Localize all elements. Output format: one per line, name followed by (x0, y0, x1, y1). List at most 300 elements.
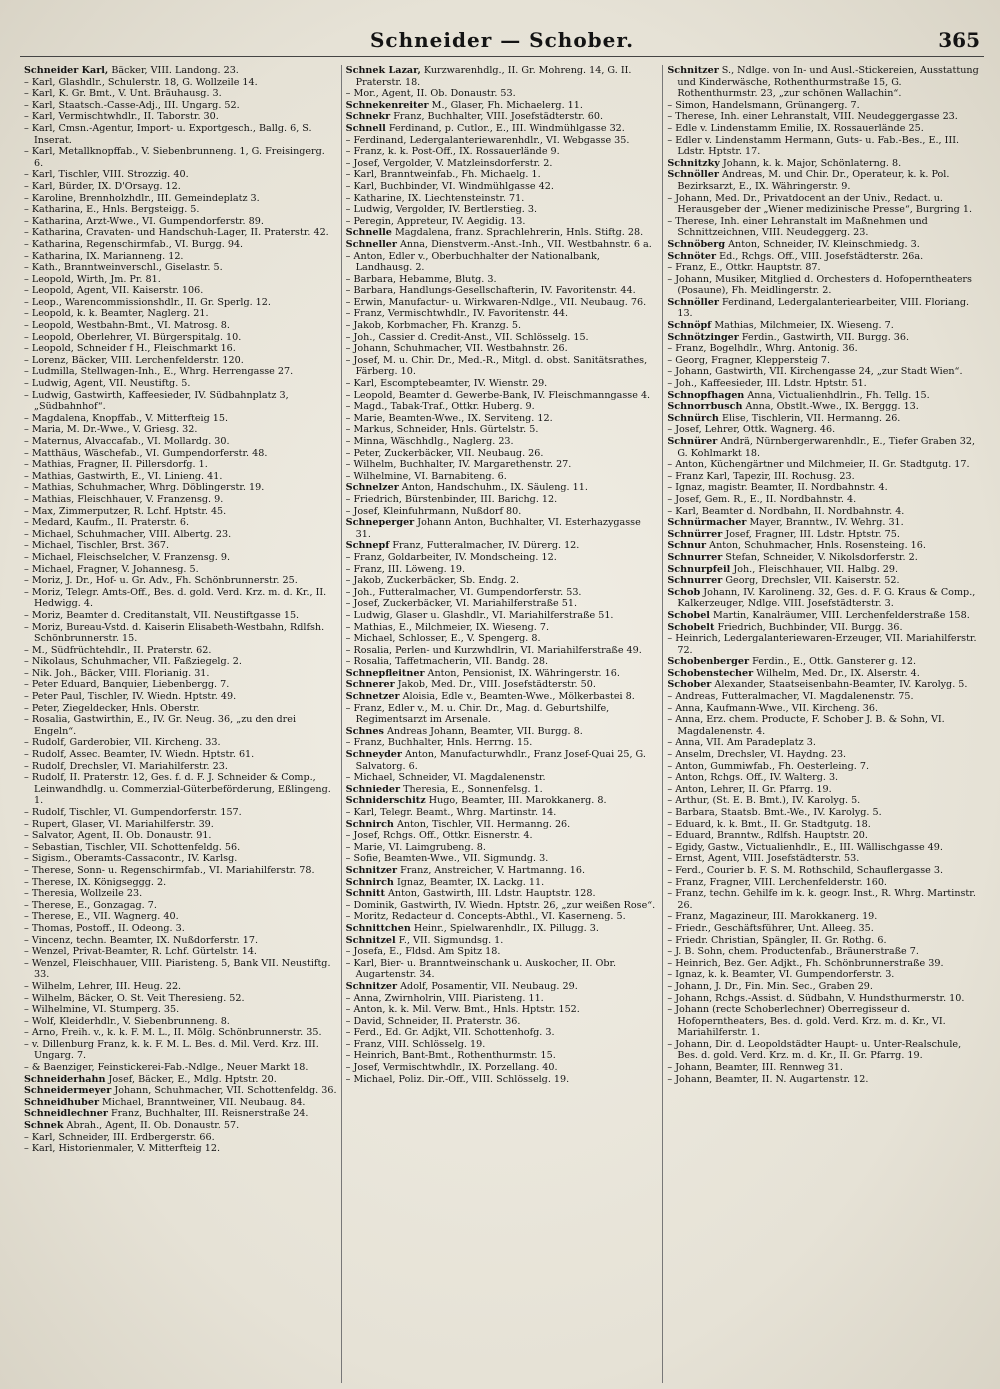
entry-surname: Schnötzinger (667, 331, 739, 343)
entry-surname: Schnekr (345, 111, 391, 123)
directory-entry (667, 993, 980, 1005)
directory-entry (667, 830, 980, 842)
entry-details: – M., Südfrüchtehdlr., II. Praterstr. 62. (24, 644, 212, 656)
entry-surname: Schnittchen (345, 922, 411, 934)
entry-details: – Karl, Staatsch.-Casse-Adj., III. Ungarg. 52. (24, 99, 240, 111)
entry-details: – Therese, E., Gonzagag. 7. (24, 899, 157, 911)
directory-entry (24, 239, 337, 251)
entry-details: Abrah., Agent, II. Ob. Donaustr. 57. (63, 1120, 240, 1132)
directory-entry (24, 506, 337, 518)
entry-details: – Anna, Kaufmann-Wwe., VII. Kircheng. 36. (667, 702, 879, 714)
directory-entry (24, 911, 337, 923)
entry-details: – Maternus, Alvaccafab., VI. Mollardg. 30. (24, 436, 230, 447)
entry-surname: Schneidermeyer (24, 1085, 112, 1097)
entry-details: – Therese, Sonn- u. Regenschirmfab., VI. Mariahilferstr. 78. (24, 864, 315, 876)
entry-surname: Schnepfleitner (345, 667, 425, 679)
entry-details: Martin, Kanalräumer, VIII. Lerchenfelderstraße 158. (709, 609, 970, 621)
directory-entry (24, 297, 337, 309)
directory-entry (667, 169, 980, 192)
entry-surname: Schnurrer (667, 551, 723, 563)
directory-entry (667, 1074, 980, 1086)
entry-details: – Marie, VI. Laimgrubeng. 8. (345, 841, 486, 853)
directory-entry (24, 1097, 337, 1109)
entry-details: – Egidy, Gastw., Victualienhdlr., E., III. Wällischgasse 49. (667, 841, 943, 853)
entry-details: – Karl, Historienmaler, V. Mitterfteig 12. (24, 1143, 220, 1155)
directory-entry (667, 610, 980, 622)
directory-entry (346, 1050, 659, 1062)
directory-entry (346, 436, 659, 448)
directory-entry (346, 123, 659, 135)
directory-entry (667, 135, 980, 158)
entry-details: – Erwin, Manufactur- u. Wirkwaren-Ndlge., VII. Neubaug. 76. (345, 296, 647, 308)
directory-entry (346, 726, 659, 738)
entry-details: – Franz, Magazineur, III. Marokkanerg. 19. (667, 911, 878, 923)
entry-surname: Schnur (667, 540, 707, 552)
directory-columns (20, 65, 984, 1383)
directory-entry (667, 888, 980, 911)
entry-details: – Franz, Edler v., M. u. Chir. Dr., Mag. d. Geburtshilfe, Regimentsarzt im Arsenale. (345, 702, 610, 726)
entry-details: – Georg, Fragner, Kleppersteig 7. (667, 354, 831, 366)
directory-entry (346, 274, 659, 286)
entry-details: – Anton, Edler v., Oberbuchhalter der Nationalbank, Landhausg. 2. (345, 250, 600, 274)
entry-details: – Franz, III. Löweng. 19. (345, 563, 465, 575)
entry-details: Andreas, M. und Chir. Dr., Operateur, k. k. Pol. Bezirksarzt, E., IX. Währingerstr. 9. (677, 169, 950, 192)
directory-entry (667, 506, 980, 518)
entry-details: Ed., Rchgs. Off., VIII. Josefstädterstr. 26a. (716, 250, 924, 262)
entry-details: – J. B. Sohn, chem. Productenfab., Bräunerstraße 7. (667, 946, 919, 958)
entry-details: – Wenzel, Fleischhauer, VIII. Piaristeng. 5, Bank VII. Neustiftg. 33. (24, 957, 331, 981)
directory-entry (667, 981, 980, 993)
entry-details: – Michael, Schlosser, E., V. Spengerg. 8. (345, 633, 541, 645)
column-1 (20, 65, 342, 1383)
directory-entry (24, 1074, 337, 1086)
entry-details: – Moriz, Beamter d. Creditanstalt, VII. Neustiftgasse 15. (24, 609, 300, 621)
directory-entry (24, 274, 337, 286)
directory-entry (667, 877, 980, 889)
entry-details: Wilhelm, Med. Dr., IX. Alserstr. 4. (753, 667, 920, 679)
entry-details: – Katharine, IX. Liechtensteinstr. 71. (345, 192, 525, 204)
directory-entry (667, 366, 980, 378)
directory-entry (346, 494, 659, 506)
directory-entry (24, 111, 337, 123)
directory-entry (346, 877, 659, 889)
entry-details: – Nikolaus, Schuhmacher, VII. Faßziegelg. 2. (24, 656, 242, 668)
directory-entry (346, 239, 659, 251)
directory-entry (667, 865, 980, 877)
entry-details: – Johann, Schuhmacher, VII. Westbahnstr. 26. (345, 343, 568, 355)
entry-details: Andreas Johann, Beamter, VII. Burgg. 8. (383, 725, 583, 737)
entry-details: – Medard, Kaufm., II. Praterstr. 6. (24, 517, 190, 529)
entry-surname: Schnekenreiter (345, 99, 429, 111)
directory-entry (346, 181, 659, 193)
directory-entry (24, 610, 337, 622)
entry-details: – Anton, Küchengärtner und Milchmeier, II. Gr. Stadtgutg. 17. (667, 459, 970, 471)
directory-entry (24, 622, 337, 645)
entry-details: – Leopold, Agent, VII. Kaiserstr. 106. (24, 285, 204, 297)
directory-entry (24, 181, 337, 193)
entry-details: – Karl, Glashdlr., Schulerstr. 18, G. Wollzeile 14. (24, 76, 258, 88)
entry-details: – Moritz, Redacteur d. Concepts-Abthl., VI. Kaserneng. 5. (345, 911, 626, 923)
directory-entry (24, 448, 337, 460)
entry-details: Andrä, Nürnbergerwarenhdlr., E., Tiefer Graben 32, G. Kohlmarkt 18. (677, 436, 975, 459)
entry-details: Anton, Handschuhm., IX. Säuleng. 11. (398, 482, 588, 494)
directory-entry (346, 610, 659, 622)
directory-entry (24, 169, 337, 181)
directory-entry (667, 65, 980, 100)
entry-surname: Schnek (24, 1120, 64, 1132)
entry-details: – Ludwig, Gastwirth, Kaffeesieder, IV. Südbahnplatz 3, „Südbahnhof“. (24, 389, 289, 413)
entry-details: – Leopold, Wirth, Jm. Pr. 81. (24, 273, 161, 285)
directory-entry (24, 888, 337, 900)
directory-entry (24, 146, 337, 169)
directory-entry (667, 1004, 980, 1039)
entry-details: – Anton, Rchgs. Off., IV. Walterg. 3. (667, 772, 839, 784)
directory-entry (667, 158, 980, 170)
directory-entry (24, 865, 337, 877)
directory-entry (24, 482, 337, 494)
entry-details: – Heinrich, Ledergalanteriewaren-Erzeuger, VII. Mariahilferstr. 72. (667, 633, 977, 656)
entry-surname: Schobel (667, 609, 710, 621)
entry-details: – Joh., Cassier d. Credit-Anst., VII. Schlösselg. 15. (345, 331, 589, 343)
entry-details: – Nik. Joh., Bäcker, VIII. Florianig. 31. (24, 667, 210, 679)
entry-details: Ferdinand, p. Cutlor., E., III. Windmühlgasse 32. (385, 122, 625, 134)
directory-entry (667, 401, 980, 413)
directory-entry (24, 656, 337, 668)
directory-entry (667, 529, 980, 541)
entry-details: – Ludwig, Vergolder, IV. Bertlerstieg. 3. (345, 204, 538, 216)
directory-entry (24, 343, 337, 355)
directory-entry (346, 784, 659, 796)
directory-entry (346, 772, 659, 784)
directory-entry (24, 366, 337, 378)
directory-entry (346, 923, 659, 935)
directory-entry (346, 737, 659, 749)
directory-entry (346, 540, 659, 552)
directory-entry (346, 65, 659, 88)
directory-entry (24, 946, 337, 958)
entry-surname: Schneller (345, 238, 397, 250)
directory-entry (24, 1132, 337, 1144)
entry-details: Ferdin., Gastwirth, VII. Burgg. 36. (738, 331, 910, 343)
directory-entry (24, 88, 337, 100)
entry-details: Michael, Branntweiner, VII. Neubaug. 84. (99, 1096, 306, 1108)
directory-entry (24, 251, 337, 263)
entry-details: – Johann (recte Schoberlechner) Oberregisseur d. Hofoperntheaters, Bes. d. gold. Verd. Krz. m. d. Kr., VI. Mariahilferstr. 1. (667, 1004, 946, 1039)
entry-details: – Katharina, Arzt-Wwe., VI. Gumpendorferstr. 89. (24, 215, 264, 227)
directory-entry (24, 923, 337, 935)
entry-details: Franz, Buchhalter, VIII. Josefstädterstr. 60. (390, 111, 604, 123)
entry-details: – Salvator, Agent, II. Ob. Donaustr. 91. (24, 830, 212, 842)
entry-details: – Friedr., Geschäftsführer, Unt. Alleeg. 35. (667, 922, 874, 934)
entry-details: – Franz, VIII. Schlösselg. 19. (345, 1038, 486, 1050)
entry-surname: Schnitzer (667, 65, 719, 76)
entry-surname: Schneider Karl, (24, 65, 109, 76)
entry-details: Magdalena, franz. Sprachlehrerin, Hnls. Stiftg. 28. (391, 227, 644, 239)
entry-details: Jakob, Med. Dr., VIII. Josefstädterstr. 50. (394, 679, 596, 691)
entry-details: – Joh., Futteralmacher, VI. Gumpendorferstr. 53. (345, 586, 582, 598)
directory-entry (24, 1004, 337, 1016)
entry-details: – Heinrich, Bant-Bmt., Rothenthurmstr. 15. (345, 1050, 556, 1062)
entry-details: – Rupert, Glaser, VI. Mariahilferstr. 39. (24, 818, 214, 830)
directory-entry (24, 819, 337, 831)
entry-details: Bäcker, VIII. Landong. 23. (108, 65, 239, 76)
entry-details: – Johann, J. Dr., Fin. Min. Sec., Graben 29. (667, 980, 873, 992)
directory-entry (667, 737, 980, 749)
entry-surname: Schnitt (345, 888, 385, 900)
entry-surname: Schnitzer (345, 864, 398, 876)
entry-details: – Rosalia, Gastwirthin, E., IV. Gr. Neug. 36, „zu den drei Engeln“. (24, 714, 297, 737)
directory-entry (667, 540, 980, 552)
entry-details: – Peter, Ziegeldecker, Hnls. Oberstr. (24, 702, 200, 714)
entry-details: S., Ndlge. von In- und Ausl.-Stickereien, Ausstattung und Kinderwäsche, Rothenthurmstraße 15, G. Rothenthurmstr. 23, „zur schönen Wallachin“. (677, 65, 979, 100)
directory-entry (346, 888, 659, 900)
directory-entry (346, 795, 659, 807)
entry-details: – Leop., Warencommissionshdlr., II. Gr. Sperlg. 12. (24, 296, 271, 308)
entry-surname: Schnürer (667, 436, 718, 447)
directory-entry (24, 285, 337, 297)
entry-details: – Franz, E., Ottkr. Hauptstr. 87. (667, 262, 821, 274)
entry-details: – Andreas, Futteralmacher, VI. Magdalenenstr. 75. (667, 691, 914, 703)
entry-details: – Karl, Cmsn.-Agentur, Import- u. Exportgesch., Ballg. 6, S. Inserat. (24, 122, 312, 146)
entry-details: Theresia, E., Sonnenfelsg. 1. (400, 783, 543, 795)
directory-entry (24, 424, 337, 436)
entry-details: – Johann, Musiker, Mitglied d. Orchesters d. Hofoperntheaters (Posaune), Fh. Meidlingerstr. 2. (667, 273, 972, 297)
directory-entry (24, 355, 337, 367)
directory-entry (24, 552, 337, 564)
directory-entry (346, 819, 659, 831)
entry-details: – Katharina, Regenschirmfab., VI. Burgg. 94. (24, 238, 244, 250)
directory-entry (667, 761, 980, 773)
directory-entry (24, 320, 337, 332)
entry-details: – Dominik, Gastwirth, IV. Wiedn. Hptstr. 26, „zur weißen Rose“. (345, 899, 656, 911)
directory-entry (667, 807, 980, 819)
directory-entry (667, 749, 980, 761)
directory-entry (667, 251, 980, 263)
directory-entry (346, 749, 659, 772)
directory-entry (346, 251, 659, 274)
directory-entry (346, 401, 659, 413)
entry-details: – Rosalia, Perlen- und Kurzwhdlrin, VI. Mariahilferstraße 49. (345, 644, 642, 656)
entry-details: – Josef, Vergolder, V. Matzleinsdorferstr. 2. (345, 157, 553, 169)
entry-details: – Franz, k. k. Post-Off., IX. Rossauerlände 9. (345, 146, 560, 158)
directory-entry (24, 749, 337, 761)
entry-details: – Arthur, (St. E. B. Bmt.), IV. Karolyg. 5. (667, 795, 861, 807)
entry-details: – Johann, Gastwirth, VII. Kirchengasse 24, „zur Stadt Wien“. (667, 366, 963, 378)
directory-entry (667, 517, 980, 529)
entry-details: – Katharina, E., Hnls. Bergsteigg. 5. (24, 204, 200, 216)
directory-entry (346, 332, 659, 344)
entry-details: – Karl, Buchbinder, VI. Windmühlgasse 42. (345, 180, 554, 192)
entry-details: – Therese, Inh. einer Lehranstalt im Maßnehmen und Schnittzeichnen, VIII. Neudeggerg. 23. (667, 215, 928, 239)
page-number: 365 (938, 28, 980, 52)
directory-entry (667, 239, 980, 251)
entry-details: – Wilhelm, Lehrer, III. Heug. 22. (24, 980, 182, 992)
directory-entry (667, 772, 980, 784)
entry-details: – Rudolf, II. Praterstr. 12, Ges. f. d. F. J. Schneider & Comp., Leinwandhdlg. u. Commerzial-Güterbeförderung, Eßlingeng. 1. (24, 772, 331, 807)
directory-entry (667, 842, 980, 854)
directory-entry (346, 575, 659, 587)
entry-details: – Anna, Zwirnholrin, VIII. Piaristeng. 11. (345, 992, 544, 1004)
entry-details: – Karl, Bier- u. Branntweinschank u. Auskocher, II. Obr. Augartenstr. 34. (345, 957, 617, 981)
directory-entry (667, 911, 980, 923)
entry-details: – Karl, Vermischtwhdlr., II. Taborstr. 30. (24, 111, 219, 123)
directory-entry (24, 679, 337, 691)
entry-details: – Mor., Agent, II. Ob. Donaustr. 53. (345, 88, 516, 100)
column-3 (663, 65, 984, 1383)
directory-entry (346, 645, 659, 657)
directory-entry (346, 297, 659, 309)
entry-details: – Karl, Escomptebeamter, IV. Wienstr. 29. (345, 378, 548, 390)
directory-entry (667, 622, 980, 634)
entry-details: Anna, Obstlt.-Wwe., IX. Berggg. 13. (742, 401, 919, 413)
entry-surname: Schnitzky (667, 157, 720, 169)
entry-details: – Lorenz, Bäcker, VIII. Lerchenfelderstr. 120. (24, 354, 244, 366)
entry-details: – Joh., Kaffeesieder, III. Ldstr. Hptstr. 51. (667, 378, 867, 390)
entry-surname: Schnetzer (345, 691, 400, 703)
directory-entry (24, 1143, 337, 1155)
entry-details: Georg, Drechsler, VII. Kaiserstr. 52. (722, 575, 900, 587)
directory-entry (667, 320, 980, 332)
entry-details: – Leopold, k. k. Beamter, Naglerg. 21. (24, 308, 209, 320)
entry-details: – Sebastian, Tischler, VII. Schottenfeldg. 56. (24, 841, 241, 853)
directory-entry (24, 77, 337, 89)
page-title: Schneider — Schober. (369, 28, 635, 52)
entry-details: – Johann, Beamter, III. Rennweg 31. (667, 1062, 843, 1074)
entry-surname: Schobelt (667, 621, 715, 633)
entry-details: Franz, Buchhalter, III. Reisnerstraße 24. (107, 1108, 309, 1120)
entry-details: – Karl, K. Gr. Bmt., V. Unt. Bräuhausg. 3. (24, 88, 222, 100)
directory-entry (346, 656, 659, 668)
entry-details: – Moriz, Bureau-Vstd. d. Kaiserin Elisabeth-Westbahn, Rdlfsh. Schönbrunnerstr. 15. (24, 621, 325, 645)
entry-details: – Katharina, Cravaten- und Handschuh-Lager, II. Praterstr. 42. (24, 227, 329, 239)
entry-details: – Max, Zimmerputzer, R. Lchf. Hptstr. 45. (24, 505, 227, 517)
entry-surname: Schob (667, 586, 701, 598)
entry-details: – Franz Karl, Tapezir, III. Rochusg. 23. (667, 470, 855, 482)
directory-entry (346, 935, 659, 947)
directory-entry (346, 355, 659, 378)
directory-entry (346, 564, 659, 576)
directory-entry (667, 819, 980, 831)
entry-details: Heinr., Spielwarenhdlr., IX. Pillugg. 3. (410, 922, 599, 934)
entry-details: – Minna, Wäschhdlg., Naglerg. 23. (345, 436, 514, 447)
entry-details: Anton, Tischler, VII. Hermanng. 26. (393, 818, 571, 830)
directory-entry (346, 622, 659, 634)
entry-details: – Michael, Tischler, Brst. 367. (24, 540, 170, 552)
entry-details: Ignaz, Beamter, IX. Lackg. 11. (393, 876, 545, 888)
directory-entry (24, 737, 337, 749)
directory-entry (667, 123, 980, 135)
directory-entry (24, 1062, 337, 1074)
directory-entry (667, 564, 980, 576)
directory-entry (667, 436, 980, 459)
directory-entry (24, 564, 337, 576)
column-2 (342, 65, 664, 1383)
directory-entry (346, 88, 659, 100)
directory-entry (346, 506, 659, 518)
entry-surname: Schnöller (667, 169, 719, 181)
entry-details: – Vincenz, techn. Beamter, IX. Nußdorferstr. 17. (24, 934, 258, 946)
directory-entry (667, 413, 980, 425)
entry-details: Anton, Gastwirth, III. Ldstr. Hauptstr. 128. (384, 888, 596, 900)
entry-details: – Edle v. Lindenstamm Emilie, IX. Rossauerlände 25. (667, 122, 924, 134)
entry-details: Kurzwarenhdlg., II. Gr. Mohreng. 14, G. II. Praterstr. 18. (355, 65, 632, 88)
directory-entry (24, 413, 337, 425)
entry-details: – Katharina, IX. Marianneng. 12. (24, 250, 184, 262)
entry-details: – Anna, Erz. chem. Producte, F. Schober J. B. & Sohn, VI. Magdalenenstr. 4. (667, 714, 945, 737)
directory-entry (346, 911, 659, 923)
entry-details: – Josef, Kleinfuhrmann, Nußdorf 80. (345, 505, 522, 517)
directory-entry (24, 390, 337, 413)
entry-details: Franz, Anstreicher, V. Hartmanng. 16. (397, 864, 586, 876)
entry-details: Franz, Futteralmacher, IV. Dürerg. 12. (389, 540, 580, 552)
entry-surname: Schnirch (345, 876, 394, 888)
directory-entry (346, 1062, 659, 1074)
entry-details: – Markus, Schneider, Hnls. Gürtelstr. 5. (345, 424, 539, 436)
entry-details: – Eduard, k. k. Bmt., II. Gr. Stadtgutg. 18. (667, 818, 871, 830)
directory-entry (24, 193, 337, 205)
directory-entry (346, 691, 659, 703)
directory-entry (346, 146, 659, 158)
directory-entry (667, 795, 980, 807)
entry-surname: Schnürch (667, 412, 719, 424)
entry-details: – Kath., Branntweinverschl., Giselastr. 5. (24, 262, 223, 274)
entry-details: Ferdinand, Ledergalanteriearbeiter, VIII. Floriang. 13. (677, 296, 970, 320)
directory-entry (346, 216, 659, 228)
entry-details: – Wilhelmine, VI. Stumperg. 35. (24, 1004, 180, 1016)
directory-entry (346, 993, 659, 1005)
entry-details: – Anton, Gummiwfab., Fh. Oesterleing. 7. (667, 760, 869, 772)
directory-entry (667, 332, 980, 344)
directory-entry (24, 540, 337, 552)
entry-surname: Schnürmacher (667, 517, 747, 529)
entry-surname: Schnieder (345, 783, 401, 795)
entry-details: – Mathias, Gastwirth, E., VI. Linieng. 41. (24, 470, 223, 482)
directory-entry (346, 703, 659, 726)
directory-entry (346, 865, 659, 877)
entry-details: Josef, Bäcker, E., Mdlg. Hptstr. 20. (105, 1073, 277, 1085)
entry-details: Anton, Schuhmacher, Hnls. Rosensteing. 16. (706, 540, 926, 552)
directory-entry (667, 459, 980, 471)
entry-details: Joh., Fleischhauer, VII. Halbg. 29. (730, 563, 899, 575)
directory-entry (346, 1016, 659, 1028)
entry-details: – Leopold, Beamter d. Gewerbe-Bank, IV. Fleischmanngasse 4. (345, 389, 651, 401)
entry-details: – Anton, k. k. Mil. Verw. Bmt., Hnls. Hptstr. 152. (345, 1004, 580, 1016)
entry-surname: Schnitzer (345, 980, 398, 992)
directory-entry (667, 1039, 980, 1062)
entry-details: – Josefa, E., Fldsd. Am Spitz 18. (345, 946, 501, 958)
directory-entry (667, 552, 980, 564)
entry-details: – Wenzel, Privat-Beamter, R. Lchf. Gürtelstr. 14. (24, 946, 257, 958)
page-header (20, 14, 984, 57)
directory-entry (667, 784, 980, 796)
entry-details: – Wilhelm, Bäcker, O. St. Veit Theresieng. 52. (24, 992, 245, 1004)
directory-entry (24, 668, 337, 680)
directory-entry (346, 459, 659, 471)
entry-details: – Rosalia, Taffetmacherin, VII. Bandg. 28. (345, 656, 549, 668)
directory-entry (667, 378, 980, 390)
entry-details: – Rudolf, Tischler, VI. Gumpendorferstr. 157. (24, 807, 242, 818)
directory-entry (346, 204, 659, 216)
entry-details: – Moriz, Telegr. Amts-Off., Bes. d. gold. Verd. Krz. m. d. Kr., II. Hedwigg. 4. (24, 586, 327, 610)
directory-entry (346, 853, 659, 865)
entry-details: – Arno, Freih. v., k. k. F. M. L., II. Mölg. Schönbrunnerstr. 35. (24, 1027, 322, 1039)
directory-entry (24, 853, 337, 865)
entry-details: Johann Anton, Buchhalter, VI. Esterhazygasse 31. (355, 517, 641, 540)
entry-details: – Barbara, Staatsb. Bmt.-We., IV. Karolyg. 5. (667, 807, 882, 818)
entry-details: – Therese, E., VII. Wagnerg. 40. (24, 911, 179, 923)
entry-details: – Wilhelm, Buchhalter, IV. Margarethenstr. 27. (345, 459, 572, 471)
entry-details: Johann, k. k. Major, Schönlaterng. 8. (719, 157, 902, 169)
